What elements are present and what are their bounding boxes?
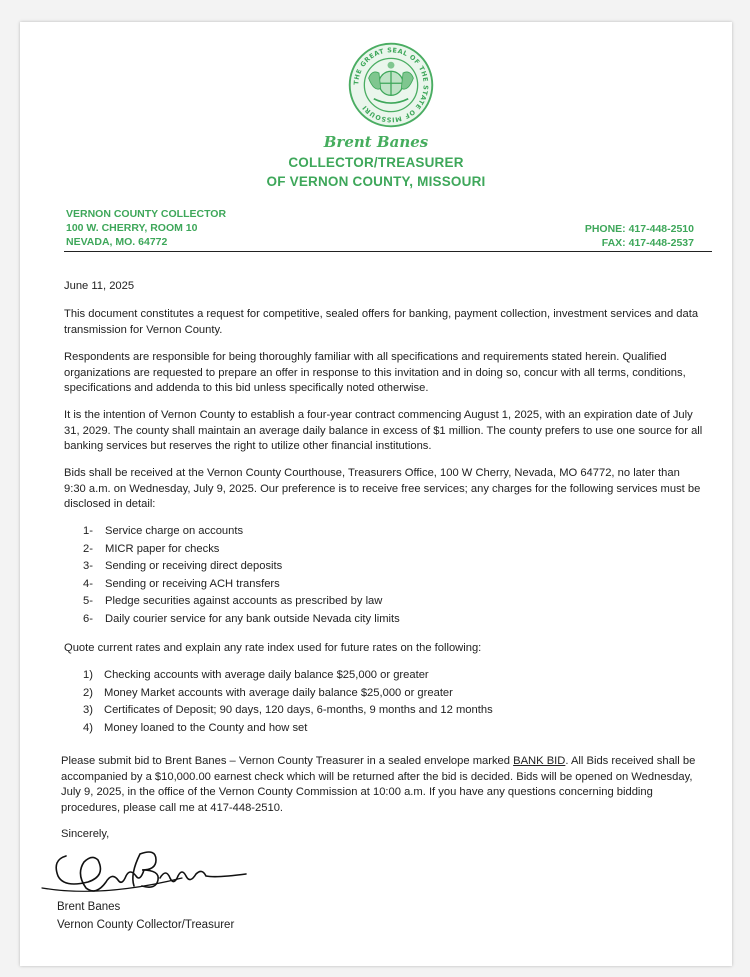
list-item: 2- MICR paper for checks — [83, 542, 220, 555]
svg-text:THE GREAT SEAL OF THE STATE OF: THE GREAT SEAL OF THE STATE OF MISSOURI — [352, 46, 430, 124]
office-county: OF VERNON COUNTY, MISSOURI — [266, 174, 486, 189]
list-item: 4- Sending or receiving ACH transfers — [83, 577, 280, 590]
list-item: 5- Pledge securities against accounts as prescribed by law — [83, 595, 383, 607]
contact-info — [585, 222, 694, 250]
list-item: 1) Checking accounts with average daily balance $25,000 or greater — [83, 669, 429, 681]
list-item: 6- Daily courier service for any bank outside Nevada city limits — [83, 612, 400, 625]
phone-number: PHONE: 417-448-2510 — [584, 223, 694, 235]
list-item: 3) Certificates of Deposit; 90 days, 120 days, 6-months, 9 months and 12 months — [83, 704, 493, 716]
closing: Sincerely, — [61, 828, 110, 840]
services-list — [83, 523, 683, 628]
rates-list — [83, 667, 683, 737]
paragraph-submission: Please submit bid to Brent Banes – Vernon County Treasurer in a sealed envelope marked BANK BID. All Bids received shall be accompanied by a $10,000.00 earnest check which will be returned after the bid is decided. Bids will be opened on Wednesday, July 9, 2025, in the office of the Vernon County Commission at 10:00 a.m. If you have any questions concerning bidding procedures, please call me at 417-448-2510. — [61, 755, 696, 814]
paragraph-contract: It is the intention of Vernon County to establish a four-year contract commencing August 1, 2025, with an expiration date of July 31, 2029. The county shall maintain an average daily balance in excess of $1 million. The county prefers to use one source for all banking services but reserves the right to utilize other financial institutions. — [64, 409, 703, 452]
paragraph-bids: Bids shall be received at the Vernon County Courthouse, Treasurers Office, 100 W Cherry, Nevada, MO 64772, no later than 9:30 a.m. on Wednesday, July 9, 2025. Our preference is to receive free services; any charges for the following services must be disclosed in detail: — [64, 467, 701, 510]
address-line: VERNON COUNTY COLLECTOR — [66, 208, 227, 220]
list-item: 1- Service charge on accounts — [83, 525, 244, 537]
letter-page — [20, 22, 732, 966]
handwritten-signature — [36, 838, 256, 898]
address-line: NEVADA, MO. 64772 — [66, 236, 168, 248]
paragraph-respondents: Respondents are responsible for being thoroughly familiar with all specifications and requirements stated herein. Qualified organizations are requested to prepare an offer in response to this invitation and in doing so, concur with all terms, conditions, specifications and addenda to this bid unless specifically noted otherwise. — [64, 351, 686, 394]
signer-name: Brent Banes — [57, 901, 121, 913]
mailing-address — [66, 207, 226, 249]
bank-bid-label: BANK BID — [513, 755, 566, 767]
list-item: 2) Money Market accounts with average daily balance $25,000 or greater — [83, 686, 453, 699]
paragraph-purpose: This document constitutes a request for competitive, sealed offers for banking, payment collection, investment services and data transmission for Vernon County. — [64, 308, 699, 336]
header-divider — [64, 251, 712, 252]
list-item: 3- Sending or receiving direct deposits — [83, 560, 283, 572]
paragraph-rates: Quote current rates and explain any rate index used for future rates on the following: — [64, 642, 482, 654]
missouri-state-seal — [348, 42, 434, 128]
address-line: 100 W. CHERRY, ROOM 10 — [66, 222, 198, 234]
office-title: COLLECTOR/TREASURER — [288, 155, 464, 170]
list-item: 4) Money loaned to the County and how set — [83, 721, 308, 734]
fax-number: FAX: 417-448-2537 — [601, 237, 694, 249]
signer-title: Vernon County Collector/Treasurer — [57, 919, 235, 931]
letter-date: June 11, 2025 — [64, 280, 135, 292]
treasurer-name: Brent Banes — [323, 133, 429, 151]
